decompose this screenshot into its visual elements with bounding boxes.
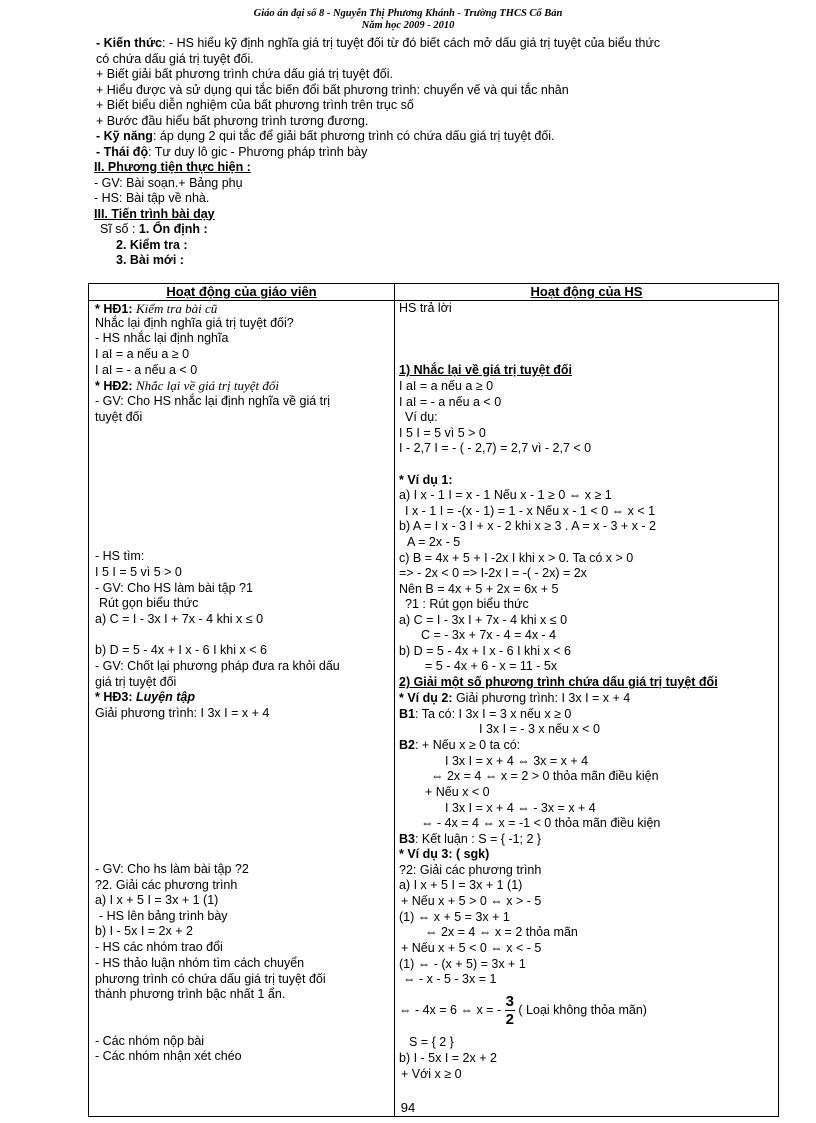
fraction-line <box>399 993 647 1028</box>
text-line: - HS tìm: <box>95 549 145 563</box>
section-3-title: III. Tiến trình bài dạy <box>94 206 215 221</box>
teacher-column <box>89 301 395 1117</box>
text-line: a) I x - 1 I = x - 1 Nếu x - 1 ≥ 0 ⇔ x ≥ 1 <box>399 488 612 502</box>
knowledge-objective <box>96 36 786 52</box>
text-line: + Nếu x + 5 > 0 ⇔ x > - 5 <box>401 894 542 908</box>
activity-3-heading <box>95 690 195 704</box>
text-line: a) C = I - 3x I + 7x - 4 khi x ≤ 0 <box>95 612 264 626</box>
activity-3-title: Luyện tập <box>135 690 196 704</box>
text-line: (1) ⇔ - (x + 5) = 3x + 1 <box>399 957 526 971</box>
example-3-heading: * Ví dụ 3: ( sgk) <box>399 847 490 861</box>
text-line: ⇔ - x - 5 - 3x = 1 <box>403 972 497 986</box>
step-b1 <box>399 707 571 721</box>
text-line: ?2. Giải các phương trình <box>95 878 238 892</box>
lesson-objectives <box>96 36 786 269</box>
activity-1-heading <box>95 301 217 317</box>
text-line: ?1 : Rút gọn biểu thức <box>405 597 529 611</box>
section-2-title: II. Phương tiện thực hiện : <box>94 160 251 174</box>
activity-3-label: * HĐ3: <box>95 690 136 704</box>
attitude-label: - Thái độ <box>96 144 149 159</box>
text-line: Ví dụ: <box>405 410 438 424</box>
section-2-heading: 2) Giải một số phương trình chứa dấu giá trị tuyệt đối <box>399 675 718 689</box>
activity-table <box>88 283 779 1117</box>
step-b3-text: : Kết luận : S = { -1; 2 } <box>414 832 542 846</box>
text-line: = 5 - 4x + 6 - x = 11 - 5x <box>425 659 558 673</box>
fraction-three-halves <box>505 993 515 1028</box>
text-line: (1) ⇔ x + 5 = 3x + 1 <box>399 910 510 924</box>
text-line: - HS thảo luận nhóm tìm cách chuyển <box>95 956 305 970</box>
text-line: b) I - 5x I = 2x + 2 <box>399 1051 497 1065</box>
text-line: ( Loại không thỏa mãn) <box>514 1002 647 1017</box>
teacher-materials: - GV: Bài soạn.+ Bảng phụ <box>94 175 243 190</box>
text-line: => - 2x < 0 => I-2x I = -( - 2x) = 2x <box>399 566 587 580</box>
step-2-label: 2. Kiểm tra : <box>116 237 188 252</box>
text-line: ⇔ - 4x = 4 ⇔ x = -1 < 0 thỏa mãn điều kiện <box>421 816 661 830</box>
text-line: I 5 I = 5 vì 5 > 0 <box>399 426 486 440</box>
text-line: I 3x I = x + 4 ⇔ 3x = x + 4 <box>445 754 589 768</box>
activity-2-label: * HĐ2: <box>95 379 136 393</box>
activity-2-title: Nhắc lại về giá trị tuyệt đối <box>135 378 279 393</box>
text-line: - Các nhóm nhận xét chéo <box>95 1049 242 1063</box>
text-line: - GV: Cho HS nhắc lại định nghĩa về giá trị <box>95 394 331 408</box>
text-line: I aI = - a nếu a < 0 <box>399 395 502 409</box>
fraction-denominator: 2 <box>505 1011 514 1028</box>
step-b2 <box>399 738 520 752</box>
text-line: phương trình có chứa dấu giá trị tuyệt đối <box>95 972 326 986</box>
text-line: ⇔ - 4x = 6 ⇔ x = - <box>399 1002 505 1017</box>
text-line: - HS lên bảng trình bày <box>99 909 228 923</box>
text-line: b) D = 5 - 4x + I x - 6 I khi x < 6 <box>95 643 267 657</box>
text-line: I 3x I = x + 4 ⇔ - 3x = x + 4 <box>445 801 596 815</box>
activity-1-label: * HĐ1: <box>95 302 136 316</box>
objective-bullet: + Bước đầu hiểu bất phương trình tương đương. <box>96 113 369 128</box>
text-line: tuyệt đối <box>95 410 143 424</box>
step-b2-label: B2 <box>399 738 415 752</box>
doc-header-line-1: Giáo án đại số 8 - Nguyễn Thị Phương Khánh - Trường THCS Cổ Bản <box>253 8 563 19</box>
text-line: I aI = a nếu a ≥ 0 <box>95 347 190 361</box>
example-2-text: Giải phương trình: I 3x I = x + 4 <box>455 691 631 705</box>
activity-2-heading <box>95 378 279 394</box>
text-line: I - 2,7 I = - ( - 2,7) = 2,7 vì - 2,7 < 0 <box>399 441 592 455</box>
skill-objective <box>96 129 786 145</box>
step-1-label: 1. Ổn định : <box>138 222 208 236</box>
activity-1-title: Kiểm tra bài cũ <box>135 301 218 316</box>
text-line: - GV: Cho hs làm bài tập ?2 <box>95 862 249 876</box>
text-line: thành phương trình bậc nhất 1 ẩn. <box>95 987 286 1001</box>
skill-label: - Kỹ năng <box>96 129 153 143</box>
attendance-label: Sĩ số : <box>100 222 139 236</box>
text-line: + Với x ≥ 0 <box>401 1067 462 1081</box>
text-line: - GV: Chốt lại phương pháp đưa ra khỏi dấu <box>95 659 340 673</box>
text-line: - HS các nhóm trao đổi <box>95 940 223 954</box>
text-line: - GV: Cho HS làm bài tập ?1 <box>95 581 253 595</box>
text-line: I 5 I = 5 vì 5 > 0 <box>95 565 182 579</box>
text-line: Giải phương trình: I 3x I = x + 4 <box>95 706 270 720</box>
text-line: b) I - 5x I = 2x + 2 <box>95 924 193 938</box>
section-1-heading: 1) Nhắc lại về giá trị tuyệt đối <box>399 363 572 377</box>
text-line: ⇔ 2x = 4 ⇔ x = 2 > 0 thỏa mãn điều kiện <box>431 769 659 783</box>
step-b3-label: B3 <box>399 832 415 846</box>
step-1 <box>100 222 786 238</box>
text-line: a) I x + 5 I = 3x + 1 (1) <box>399 878 523 892</box>
example-1-heading: * Ví dụ 1: <box>399 473 453 487</box>
objective-bullet: + Hiểu được và sử dụng qui tắc biến đổi bất phương trình: chuyển vế và qui tắc nhân <box>96 82 569 97</box>
student-column-header: Hoạt động của HS <box>395 284 779 301</box>
step-b3 <box>399 832 541 846</box>
step-3-label: 3. Bài mới : <box>116 253 184 267</box>
text-line: C = - 3x + 7x - 4 = 4x - 4 <box>421 628 557 642</box>
text-line: a) I x + 5 I = 3x + 1 (1) <box>95 893 219 907</box>
text-line: giá trị tuyệt đối <box>95 675 177 689</box>
text-line: - Các nhóm nộp bài <box>95 1034 205 1048</box>
text-line: a) C = I - 3x I + 7x - 4 khi x ≤ 0 <box>399 613 568 627</box>
text-line: + Nếu x < 0 <box>425 785 490 799</box>
step-b1-text: : Ta có: I 3x I = 3 x nếu x ≥ 0 <box>414 707 572 721</box>
text-line: Rút gọn biểu thức <box>99 596 199 610</box>
text-line: A = 2x - 5 <box>407 535 461 549</box>
skill-text: : áp dụng 2 qui tắc để giải bất phương trình có chứa dấu giá trị tuyệt đối. <box>152 129 555 143</box>
step-b2-text: : + Nếu x ≥ 0 ta có: <box>414 738 521 752</box>
text-line: b) D = 5 - 4x + I x - 6 I khi x < 6 <box>399 644 571 658</box>
objective-bullet: + Biết biểu diễn nghiệm của bất phương trình trên trục số <box>96 98 414 112</box>
text-line: b) A = I x - 3 I + x - 2 khi x ≥ 3 . A = x - 3 + x - 2 <box>399 519 656 533</box>
text-line: + Nếu x + 5 < 0 ⇔ x < - 5 <box>401 941 542 955</box>
text-line: Nhắc lại định nghĩa giá trị tuyệt đối? <box>95 316 294 330</box>
teacher-column-header: Hoạt động của giáo viên <box>89 284 395 301</box>
example-2-label: * Ví dụ 2: <box>399 691 456 705</box>
attitude-text: : Tư duy lô gic - Phương pháp trình bày <box>148 144 368 159</box>
step-b1-label: B1 <box>399 707 415 721</box>
knowledge-label: - Kiến thức <box>96 36 162 50</box>
student-column <box>395 301 779 1117</box>
doc-header-line-2: Năm học 2009 - 2010 <box>361 20 455 31</box>
knowledge-text: : - HS hiểu kỹ định nghĩa giá trị tuyệt đối từ đó biết cách mở dấu giá trị tuyệt của biểu thức <box>162 36 661 50</box>
text-line: - HS nhắc lại định nghĩa <box>95 331 229 345</box>
text-line: I aI = a nếu a ≥ 0 <box>399 379 494 393</box>
attitude-objective <box>96 145 786 161</box>
example-2-heading <box>399 691 630 705</box>
text-line: ?2: Giải các phương trình <box>399 863 542 877</box>
knowledge-objective-cont: có chứa dấu giá trị tuyệt đối. <box>96 51 254 66</box>
student-materials: - HS: Bài tập về nhà. <box>94 191 210 205</box>
text-line: c) B = 4x + 5 + I -2x I khi x > 0. Ta có x > 0 <box>399 551 634 565</box>
page-number: 94 <box>400 1100 416 1115</box>
text-line: ⇔ 2x = 4 ⇔ x = 2 thỏa mãn <box>425 925 578 939</box>
text-line: S = { 2 } <box>409 1035 454 1049</box>
fraction-numerator: 3 <box>505 993 514 1010</box>
text-line: Nên B = 4x + 5 + 2x = 6x + 5 <box>399 582 559 596</box>
text-line: I aI = - a nếu a < 0 <box>95 363 198 377</box>
text-line: I 3x I = - 3 x nếu x < 0 <box>479 722 600 736</box>
text-line: HS trả lời <box>399 301 452 315</box>
objective-bullet: + Biết giải bất phương trình chứa dấu giá trị tuyệt đối. <box>96 67 393 81</box>
text-line: I x - 1 I = -(x - 1) = 1 - x Nếu x - 1 < 0 ⇔ x < 1 <box>405 504 656 518</box>
